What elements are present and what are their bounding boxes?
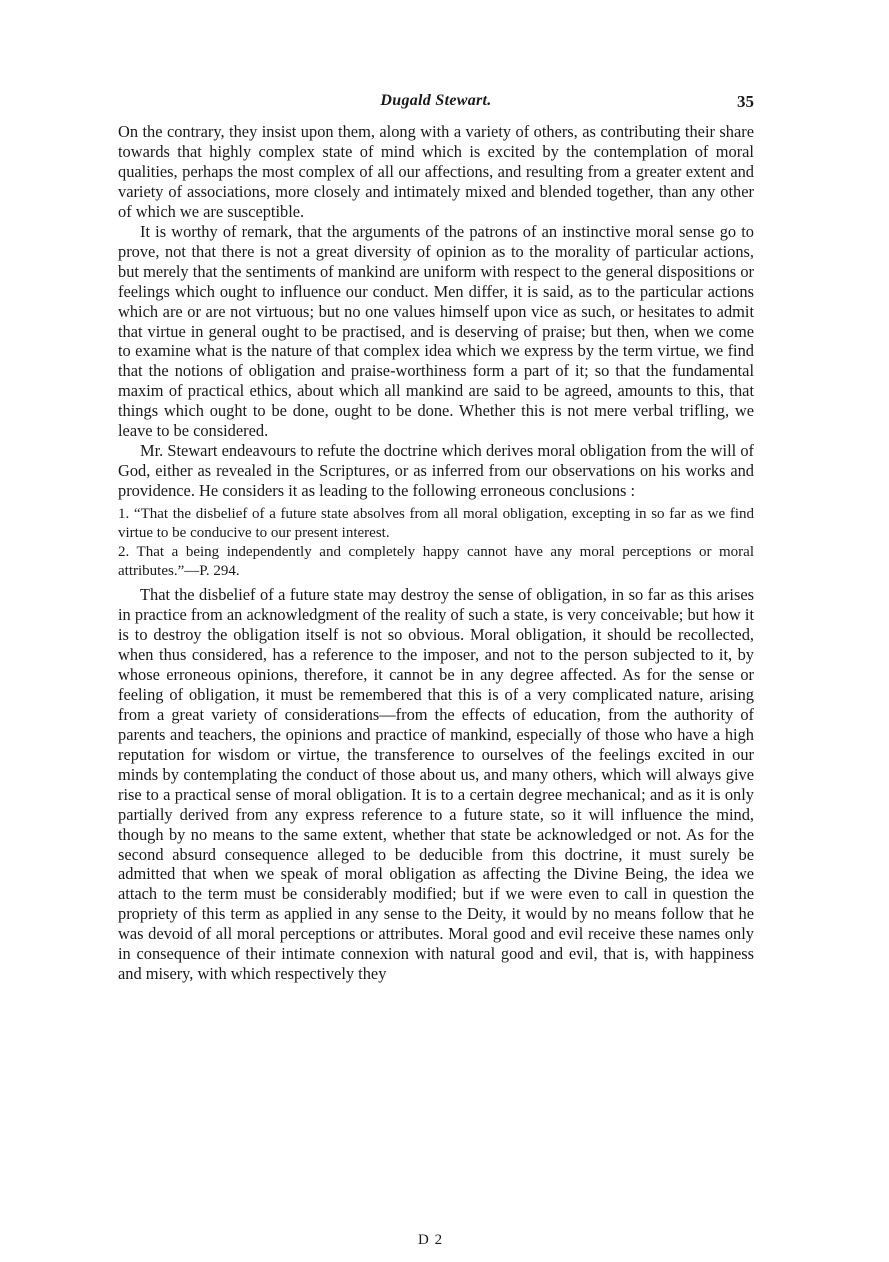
quote-conclusion-2: 2. That a being independently and completely happy cannot have any moral perceptions or moral attributes.”—P. 294. [118,544,754,580]
quote-conclusion-1: 1. “That the disbelief of a future state absolves from all moral obligation, excepting in so far as we find virtue to be conducive to our present interest. [118,506,754,542]
page-number: 35 [737,92,754,111]
paragraph-future-state: That the disbelief of a future state may destroy the sense of obligation, in so far as this arises in practice from an acknowledgment of the reality of such a state, is very conceivable; but how it is to destroy the obligation itself is not so obvious. Moral obligation, it should be recollected, when thus considered, has a reference to the imposer, and not to the person subjected to it, by whose erroneous opinions, therefore, it cannot be in any degree affected. As for the sense or feeling of obligation, it must be remembered that this is of a very complicated nature, arising from a great variety of considerations—from the effects of education, from the authority of parents and teachers, the opinions and practice of mankind, especially of those who have a high reputation for wisdom or virtue, the transference to ourselves of the feelings excited in our minds by contemplating the conduct of those about us, and many others, which will always give rise to a practical sense of moral obligation. It is to a certain degree mechanical; and as it is only partially derived from any express reference to a future state, so it will influence the mind, though by no means to the same extent, whether that state be acknowledged or not. As for the second absurd consequence alleged to be deducible from this doctrine, it must surely be admitted that when we speak of moral obligation as affecting the Divine Being, the idea we attach to the term must be considerably modified; but if we were even to call in question the propriety of this term as applied in any sense to the Deity, it would by no means follow that he was devoid of all moral perceptions or attributes. Moral good and evil receive these names only in consequence of their intimate connexion with natural good and evil, that is, with happiness and misery, with which respectively they [118,585,754,984]
running-head: Dugald Stewart. [380,92,492,109]
page-header [118,92,754,114]
paragraph-continued: On the contrary, they insist upon them, along with a variety of others, as contributing their share towards that highly complex state of mind which is excited by the contemplation of moral qualities, perhaps the most complex of all our affections, and resulting from a greater extent and variety of associations, more closely and intimately mixed and blended together, than any other of which we are susceptible. [118,122,754,221]
page-body [118,122,754,984]
paragraph-moral-sense: It is worthy of remark, that the arguments of the patrons of an instinctive moral sense go to prove, not that there is not a great diversity of opinion as to the morality of particular actions, but merely that the sentiments of mankind are uniform with respect to the general dispositions or feelings which ought to influence our conduct. Men differ, it is said, as to the particular actions which are or are not virtuous; but no one values himself upon vice as such, or hesitates to admit that virtue in general ought to be practised, and is deserving of praise; but then, when we come to examine what is the nature of that complex idea which we express by the term virtue, we find that the notions of obligation and praise-worthiness form a part of it; so that the fundamental maxim of practical ethics, about which all mankind are said to be agreed, amounts to this, that things which ought to be done, ought to be done. Whether this is not mere verbal trifling, we leave to be considered. [118,221,754,441]
paragraph-stewart-refutes: Mr. Stewart endeavours to refute the doctrine which derives moral obligation from the will of God, either as revealed in the Scriptures, or as inferred from our observations on his works and providence. He considers it as leading to the following erroneous conclusions : [118,441,754,501]
signature-mark: D 2 [418,1232,444,1248]
